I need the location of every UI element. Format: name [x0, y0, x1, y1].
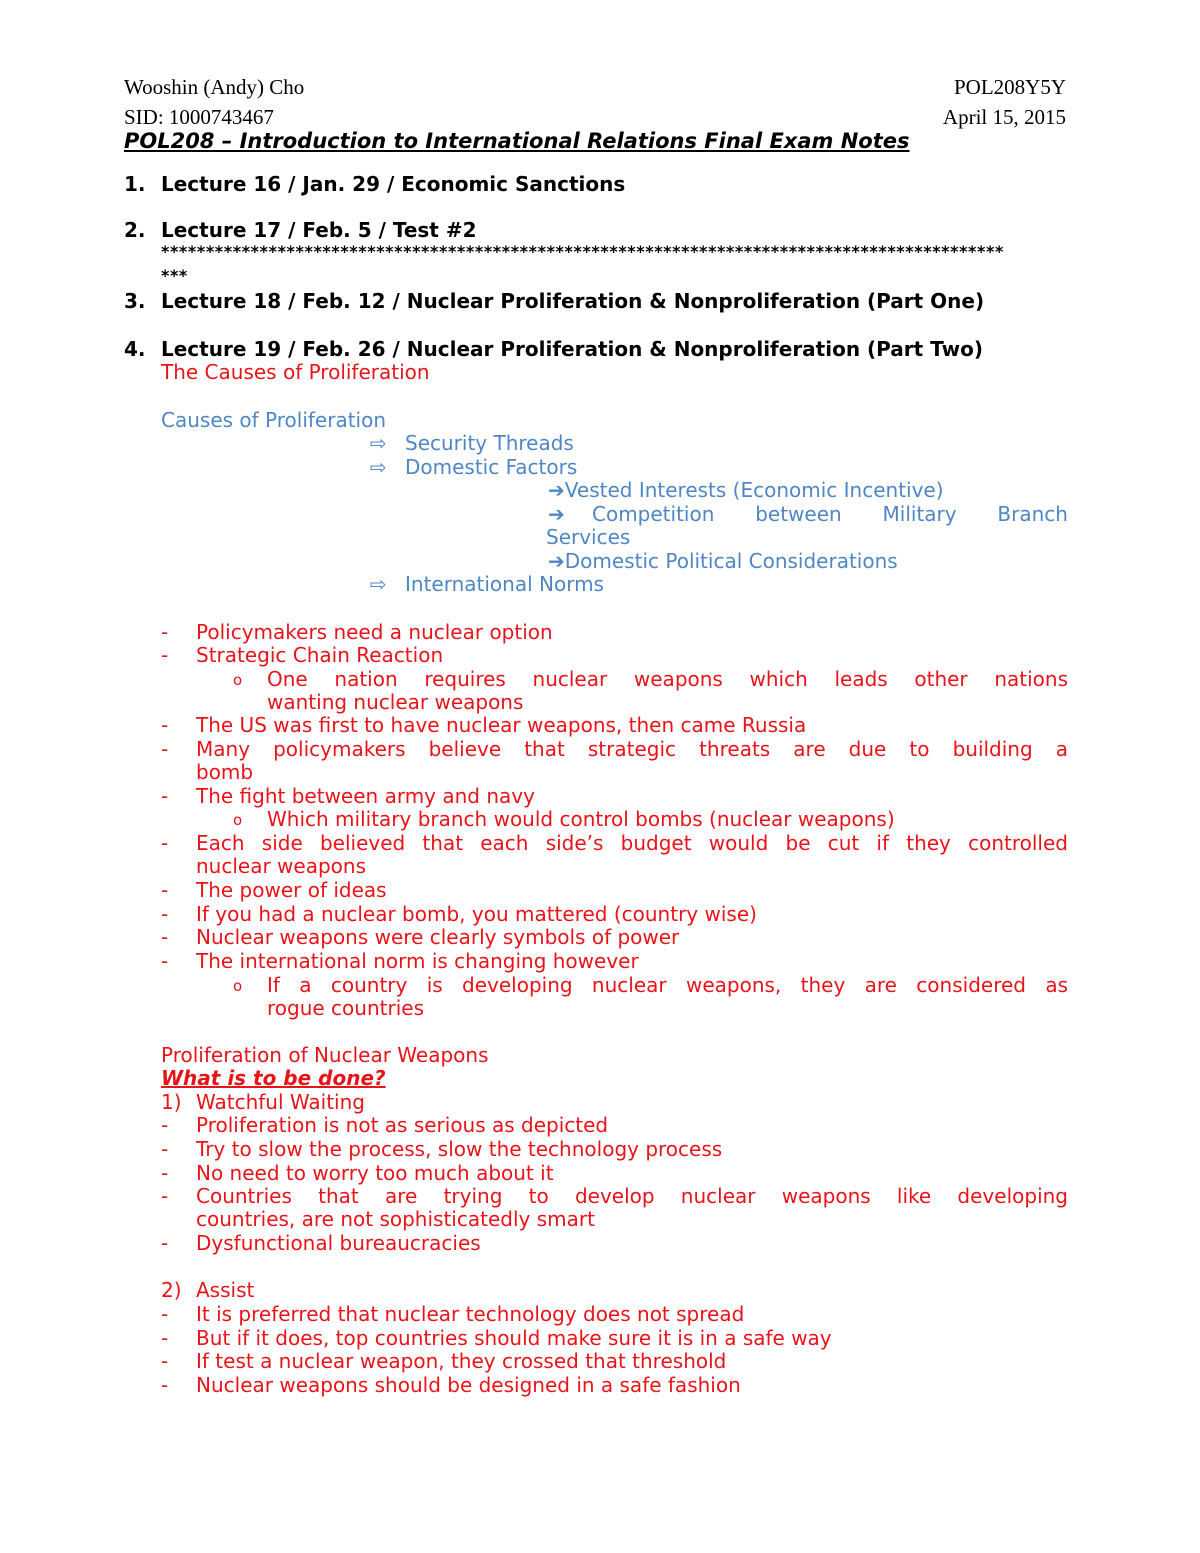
dash-bullet: -: [161, 1231, 169, 1255]
lecture-heading: Lecture 16 / Jan. 29 / Economic Sanctions: [161, 172, 626, 196]
dash-bullet: -: [161, 1137, 169, 1161]
author-name: Wooshin (Andy) Cho: [124, 75, 305, 99]
lecture-number: 3.: [124, 289, 146, 313]
bullet-text: Many policymakers believe that strategic threats are due to building a: [196, 737, 1068, 761]
bullet-text: It is preferred that nuclear technology does not spread: [196, 1302, 745, 1326]
solid-arrow-icon: ➔: [548, 478, 565, 502]
sub-bullet-text: Which military branch would control bombs (nuclear weapons): [267, 807, 895, 831]
bullet-text: The power of ideas: [196, 878, 387, 902]
dash-bullet: -: [161, 1326, 169, 1350]
separator-stars: ***: [161, 266, 188, 285]
dash-bullet: -: [161, 620, 169, 644]
dash-bullet: -: [161, 831, 169, 855]
word: between: [755, 502, 842, 526]
cause-item: Security Threads: [405, 431, 574, 455]
solid-arrow-icon: ➔: [548, 549, 565, 573]
word: Competition: [592, 502, 715, 526]
bullet-text: The international norm is changing however: [196, 949, 639, 973]
dash-bullet: -: [161, 737, 169, 761]
lecture-number: 1.: [124, 172, 146, 196]
lecture-number: 4.: [124, 337, 146, 361]
sub-bullet-text: If a country is developing nuclear weapons, they are considered as: [267, 973, 1068, 997]
sub-cause-item: ➔Vested Interests (Economic Incentive): [548, 478, 944, 502]
circle-bullet-icon: o: [233, 811, 243, 829]
course-code: POL208Y5Y: [953, 75, 1066, 99]
document-title: POL208 – Introduction to International Relations Final Exam Notes: [124, 129, 910, 153]
sub-cause-continuation: Services: [546, 525, 631, 549]
dash-bullet: -: [161, 1161, 169, 1185]
word: Branch: [997, 502, 1068, 526]
bullet-continuation: bomb: [196, 760, 254, 784]
dash-bullet: -: [161, 1184, 169, 1208]
bullet-text: Each side believed that each side’s budget would be cut if they controlled: [196, 831, 1068, 855]
dash-bullet: -: [161, 902, 169, 926]
sub-cause-item: ➔Domestic Political Considerations: [548, 549, 898, 573]
sub-cause-item: [548, 502, 1068, 526]
bullet-text: Try to slow the process, slow the technology process: [196, 1137, 723, 1161]
subsection-heading: Causes of Proliferation: [161, 408, 387, 432]
sub-bullet-continuation: wanting nuclear weapons: [267, 690, 524, 714]
lecture-number: 2.: [124, 218, 146, 242]
question-heading: What is to be done?: [161, 1066, 386, 1090]
bullet-continuation: countries, are not sophisticatedly smart: [196, 1207, 595, 1231]
dash-bullet: -: [161, 1113, 169, 1137]
cause-item: International Norms: [405, 572, 604, 596]
dash-bullet: -: [161, 713, 169, 737]
bullet-text: Proliferation is not as serious as depicted: [196, 1113, 609, 1137]
dash-bullet: -: [161, 949, 169, 973]
dash-bullet: -: [161, 784, 169, 808]
bullet-text: If test a nuclear weapon, they crossed that threshold: [196, 1349, 727, 1373]
hollow-arrow-icon: ⇨: [370, 455, 387, 479]
list-number: 2): [161, 1278, 182, 1302]
bullet-text: Nuclear weapons should be designed in a safe fashion: [196, 1373, 741, 1397]
bullet-text: Policymakers need a nuclear option: [196, 620, 553, 644]
sub-bullet-text: One nation requires nuclear weapons which leads other nations: [267, 667, 1068, 691]
dash-bullet: -: [161, 1349, 169, 1373]
bullet-text: Dysfunctional bureaucracies: [196, 1231, 481, 1255]
lecture-heading: Lecture 17 / Feb. 5 / Test #2: [161, 218, 477, 242]
separator-stars: **********************************************************************************************: [161, 242, 1004, 261]
bullet-text: The fight between army and navy: [196, 784, 535, 808]
bullet-text: Countries that are trying to develop nuclear weapons like developing: [196, 1184, 1068, 1208]
bullet-text: But if it does, top countries should make sure it is in a safe way: [196, 1326, 832, 1350]
hollow-arrow-icon: ⇨: [370, 431, 387, 455]
dash-bullet: -: [161, 1302, 169, 1326]
circle-bullet-icon: o: [233, 671, 243, 689]
option-title: Watchful Waiting: [196, 1090, 365, 1114]
header-row-1: [124, 72, 1066, 102]
word: Military: [882, 502, 957, 526]
cause-item: Domestic Factors: [405, 455, 578, 479]
solid-arrow-icon: ➔: [548, 502, 565, 526]
document-date: April 15, 2015: [942, 105, 1066, 129]
circle-bullet-icon: o: [233, 977, 243, 995]
lecture-heading: Lecture 19 / Feb. 26 / Nuclear Proliferation & Nonproliferation (Part Two): [161, 337, 983, 361]
dash-bullet: -: [161, 643, 169, 667]
option-title: Assist: [196, 1278, 255, 1302]
sub-cause-text: [592, 502, 1068, 526]
bullet-text: Nuclear weapons were clearly symbols of power: [196, 925, 680, 949]
dash-bullet: -: [161, 925, 169, 949]
bullet-text: No need to worry too much about it: [196, 1161, 554, 1185]
lecture-heading: Lecture 18 / Feb. 12 / Nuclear Proliferation & Nonproliferation (Part One): [161, 289, 985, 313]
hollow-arrow-icon: ⇨: [370, 572, 387, 596]
list-number: 1): [161, 1090, 182, 1114]
bullet-text: If you had a nuclear bomb, you mattered (country wise): [196, 902, 757, 926]
student-id: SID: 1000743467: [124, 105, 274, 129]
dash-bullet: -: [161, 1373, 169, 1397]
bullet-text: The US was first to have nuclear weapons, then came Russia: [196, 713, 807, 737]
bullet-continuation: nuclear weapons: [196, 854, 366, 878]
bullet-text: Strategic Chain Reaction: [196, 643, 444, 667]
section-heading: The Causes of Proliferation: [161, 360, 430, 384]
sub-bullet-continuation: rogue countries: [267, 996, 424, 1020]
dash-bullet: -: [161, 878, 169, 902]
section-heading: Proliferation of Nuclear Weapons: [161, 1043, 489, 1067]
